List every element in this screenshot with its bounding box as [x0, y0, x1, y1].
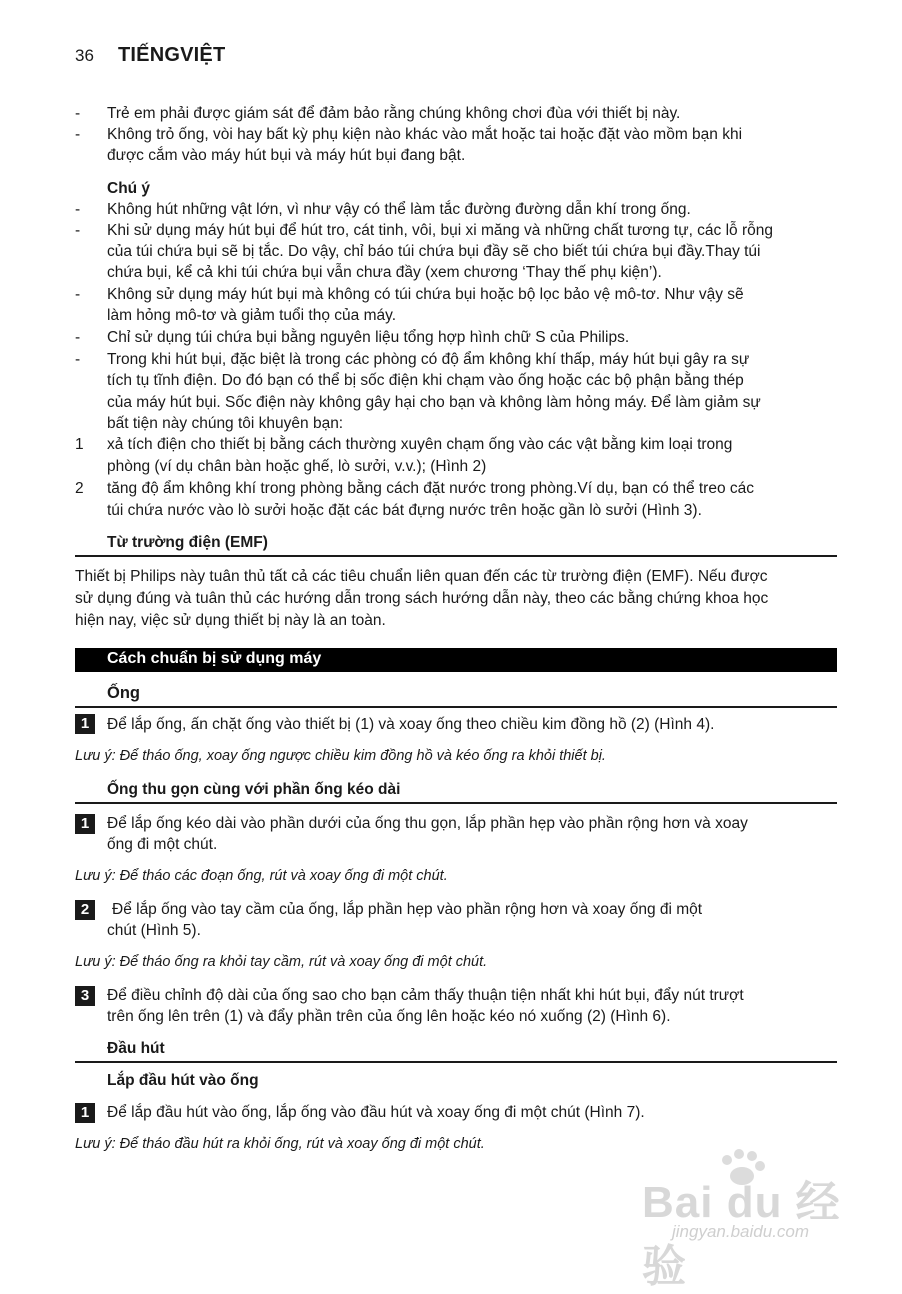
emf-line: hiện nay, việc sử dụng thiết bị này là an toàn.	[75, 612, 386, 629]
step-number: 2	[75, 480, 84, 497]
section-heading: Cách chuẩn bị sử dụng máy	[107, 650, 322, 667]
nozzle-heading: Đầu hút	[107, 1040, 165, 1057]
warning-line: Không trỏ ống, vòi hay bất kỳ phụ kiện nào khác vào mắt hoặc tai hoặc đặt vào mồm bạn khi	[107, 126, 743, 143]
step-number-badge: 1	[75, 1103, 95, 1123]
caution-line: tích tụ tĩnh điện. Do đó bạn có thể bị sốc điện khi chạm vào ống hoặc các bộ phận bằng thép	[107, 372, 744, 389]
note-text: Lưu ý: Để tháo đầu hút ra khỏi ống, rút và xoay ống đi một chút.	[75, 1136, 485, 1152]
caution-line: bất tiện này chúng tôi khuyên bạn:	[107, 415, 344, 432]
section-divider	[75, 555, 837, 557]
caution-line: túi chứa nước vào lò sưởi hoặc đặt các bát đựng nước trên hoặc gần lò sưởi (Hình 3).	[107, 502, 702, 519]
step-number-badge: 2	[75, 900, 95, 920]
caution-line: xả tích điện cho thiết bị bằng cách thường xuyên chạm ống vào các vật bằng kim loại trong	[107, 436, 733, 453]
bullet-dash: -	[75, 286, 81, 303]
note-text: Lưu ý: Để tháo ống ra khỏi tay cầm, rút và xoay ống đi một chút.	[75, 954, 488, 970]
page-title: TIẾNGVIỆT	[118, 44, 226, 66]
caution-line: Không sử dụng máy hút bụi mà không có túi chứa bụi hoặc bộ lọc bảo vệ mô-tơ. Như vậy sẽ	[107, 286, 744, 303]
step-text: chút (Hình 5).	[107, 922, 201, 939]
step-number-badge: 1	[75, 714, 95, 734]
emf-heading: Từ trường điện (EMF)	[107, 534, 268, 551]
watermark-logo: Bai du 经验	[642, 1178, 841, 1291]
bullet-dash: -	[75, 351, 81, 368]
step-number: 1	[75, 436, 84, 453]
step-text: Để điều chỉnh độ dài của ống sao cho bạn cảm thấy thuận tiện nhất khi hút bụi, đẩy nút trượt	[107, 987, 744, 1004]
caution-line: Chỉ sử dụng túi chứa bụi bằng nguyên liệu tổng hợp hình chữ S của Philips.	[107, 329, 630, 346]
bullet-dash: -	[75, 126, 81, 143]
step-text: Để lắp ống kéo dài vào phần dưới của ống thu gọn, lắp phần hẹp vào phần rộng hơn và xoay	[107, 815, 748, 832]
section-divider	[75, 1061, 837, 1063]
baidu-watermark	[632, 1148, 842, 1291]
caution-line: làm hỏng mô-tơ và giảm tuổi thọ của máy.	[107, 307, 397, 324]
step-text: ống đi một chút.	[107, 836, 218, 853]
step-text: Để lắp đầu hút vào ống, lắp ống vào đầu hút và xoay ống đi một chút (Hình 7).	[107, 1104, 645, 1121]
emf-line: Thiết bị Philips này tuân thủ tất cả các tiêu chuẩn liên quan đến các từ trường điện (EMF). Nếu được	[75, 568, 768, 585]
caution-line: chứa bụi, kể cả khi túi chứa bụi vẫn chưa đầy (xem chương ‘Thay thế phụ kiện’).	[107, 264, 662, 281]
bullet-dash: -	[75, 201, 81, 218]
caution-line: Khi sử dụng máy hút bụi để hút tro, cát tinh, vôi, bụi xi măng và những chất tương tự, các lỗ rỗng	[107, 222, 774, 239]
step-number-badge: 1	[75, 814, 95, 834]
bullet-dash: -	[75, 222, 81, 239]
caution-line: của túi chứa bụi sẽ bị tắc. Do vậy, chỉ báo túi chứa bụi đầy sẽ cho biết túi chứa bụi đầy.Thay túi	[107, 243, 761, 260]
emf-line: sử dụng đúng và tuân thủ các hướng dẫn trong sách hướng dẫn này, theo các bằng chứng khoa học	[75, 590, 769, 607]
nozzle-subheading: Lắp đầu hút vào ống	[107, 1072, 259, 1089]
note-text: Lưu ý: Để tháo ống, xoay ống ngược chiều kim đồng hồ và kéo ống ra khỏi thiết bị.	[75, 748, 606, 764]
caution-line: Không hút những vật lớn, vì như vậy có thể làm tắc đường đường dẫn khí trong ống.	[107, 201, 691, 218]
section-bar	[75, 648, 837, 672]
bullet-dash: -	[75, 105, 81, 122]
step-text: trên ống lên trên (1) và đẩy phần trên của ống lên hoặc kéo nó xuống (2) (Hình 6).	[107, 1008, 671, 1025]
warning-line: Trẻ em phải được giám sát để đảm bảo rằng chúng không chơi đùa với thiết bị này.	[107, 105, 681, 122]
step-text: Để lắp ống vào tay cầm của ống, lắp phần hẹp vào phần rộng hơn và xoay ống đi một	[112, 901, 703, 918]
bullet-dash: -	[75, 329, 81, 346]
step-number-badge: 3	[75, 986, 95, 1006]
watermark-url: jingyan.baidu.com	[672, 1222, 810, 1241]
caution-line: phòng (ví dụ chân bàn hoặc ghế, lò sưởi, v.v.); (Hình 2)	[107, 458, 487, 475]
telescopic-heading: Ống thu gọn cùng với phần ống kéo dài	[107, 781, 401, 798]
page-number: 36	[75, 46, 94, 65]
caution-heading: Chú ý	[107, 180, 151, 197]
section-divider	[75, 802, 837, 804]
tube-heading: Ống	[107, 684, 140, 702]
warning-line: được cắm vào máy hút bụi và máy hút bụi đang bật.	[107, 147, 466, 164]
caution-line: tăng độ ẩm không khí trong phòng bằng cách đặt nước trong phòng.Ví dụ, bạn có thể treo các	[107, 480, 755, 497]
caution-line: của máy hút bụi. Sốc điện này không gây hại cho bạn và không làm hỏng máy. Để làm giảm sự	[107, 394, 761, 411]
step-text: Để lắp ống, ấn chặt ống vào thiết bị (1) và xoay ống theo chiều kim đồng hồ (2) (Hình 4).	[107, 716, 715, 733]
caution-line: Trong khi hút bụi, đặc biệt là trong các phòng có độ ẩm không khí thấp, máy hút bụi gây ra sự	[107, 351, 750, 368]
section-divider	[75, 706, 837, 708]
note-text: Lưu ý: Để tháo các đoạn ống, rút và xoay ống đi một chút.	[75, 868, 448, 884]
